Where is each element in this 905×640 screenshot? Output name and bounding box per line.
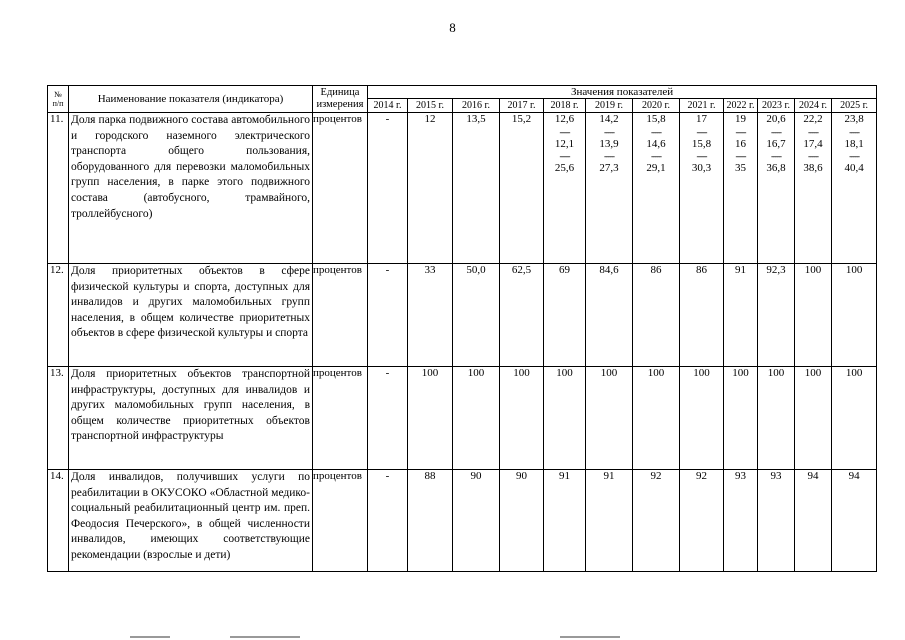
value: 100 [693,367,710,379]
value: 20,6 [766,113,786,125]
value: 100 [600,367,618,379]
value-separator: ----- [808,126,818,137]
value-cell [633,113,680,264]
value-cell [368,113,408,264]
table-row [48,113,877,264]
value: 86 [650,264,662,276]
header-year: 2023 г. [758,99,795,113]
value-cell [408,264,453,367]
value: 17 [696,113,707,125]
value-cell [453,264,500,367]
value: 88 [424,470,436,482]
value: 18,1 [844,137,864,150]
indicator-name: Доля парка подвижного состава автомобильного и городского наземного электрического транспорта общего пользования, оборудованного для перевозки маломобильных групп населения, в парке этого подвижного состава (автобусного, трамвайного, троллейбусного) [69,113,313,264]
row-number: 13. [48,367,69,470]
value-cell [795,367,832,470]
value: 17,4 [803,137,823,150]
row-number: 14. [48,470,69,572]
table-row [48,367,877,470]
header-name: Наименование показателя (индикатора) [69,86,313,113]
value: 92,3 [766,264,786,276]
value: 12,6 [554,113,575,125]
value: 93 [735,470,746,482]
value: 15,8 [646,113,666,125]
row-number: 11. [48,113,69,264]
value-separator: ----- [604,126,614,137]
value: 91 [559,470,570,482]
value: 100 [513,367,530,379]
header-year: 2015 г. [408,99,453,113]
value: 15,2 [511,113,532,125]
value-cell [408,470,453,572]
table-row [48,470,877,572]
value: 62,5 [511,264,532,276]
header-year: 2018 г. [544,99,586,113]
value-cell [544,470,586,572]
value-cell [500,113,544,264]
value-cell [758,113,795,264]
value: 100 [647,367,665,379]
value-cell [724,367,758,470]
value-cell [832,367,877,470]
unit-cell: процентов [313,113,368,264]
value: 23,8 [844,113,864,125]
value-cell [758,470,795,572]
value-cell [586,113,633,264]
value: 100 [467,367,485,379]
value-separator: ----- [604,151,614,161]
value: 100 [804,264,822,276]
value-separator: ----- [696,126,707,137]
value-separator: ----- [771,151,781,161]
value-cell [500,264,544,367]
value: 91 [603,470,615,482]
value-cell [544,264,586,367]
value-cell [680,113,724,264]
value-cell [680,367,724,470]
value-cell [633,367,680,470]
unit-cell: процентов [313,470,368,572]
value: 33 [424,264,436,276]
value-cell [795,470,832,572]
value-cell [795,113,832,264]
value-cell [633,470,680,572]
value-cell [586,470,633,572]
value-separator: ----- [696,151,707,161]
value: 27,3 [599,162,619,174]
page-number: 8 [449,20,456,35]
header-year: 2025 г. [832,99,877,113]
header-year: 2022 г. [724,99,758,113]
indicator-name: Доля приоритетных объектов транспортной инфраструктуры, доступных для инвалидов и других маломобильных групп населения, в общем количестве приоритетных объектов транспортной инфраструктуры [69,367,313,470]
value: 22,2 [803,113,823,125]
scan-artifact [130,636,170,638]
value: 50,0 [466,264,486,276]
value: 100 [804,367,822,379]
value-cell [724,113,758,264]
value-separator: ----- [849,151,860,161]
value: 16 [735,137,746,150]
header-num: № п/п [48,86,69,113]
value: 84,6 [599,264,619,276]
value: 91 [735,264,746,276]
value: 93 [770,470,782,482]
value-cell [680,264,724,367]
value-separator: ----- [651,151,661,161]
value-cell [408,367,453,470]
value: 90 [470,470,482,482]
value: 40,4 [844,162,864,174]
value: 86 [696,264,707,276]
value: - [385,470,390,482]
header-year: 2014 г. [368,99,408,113]
value-cell [724,264,758,367]
value-cell [544,367,586,470]
value: 30,3 [691,162,712,174]
value: 92 [696,470,707,482]
value: - [385,113,390,125]
row-number: 12. [48,264,69,367]
indicator-name: Доля приоритетных объектов в сфере физической культуры и спорта, доступных для инвалидов и других маломобильных групп населения, в общем количестве приоритетных объектов в сфере физической культуры и спорта [69,264,313,367]
value: 100 [421,367,439,379]
header-year: 2024 г. [795,99,832,113]
value: 12 [424,113,436,125]
unit-cell: процентов [313,367,368,470]
value-separator: ----- [808,151,818,161]
value: - [385,367,390,379]
header-values: Значения показателей [368,86,877,99]
header-unit: Единица измерения [313,86,368,113]
value: 94 [848,470,860,482]
value: 15,8 [691,137,712,150]
value-cell [758,367,795,470]
value: 13,9 [599,137,619,150]
value: 100 [556,367,573,379]
value: 100 [732,367,749,379]
value: 100 [845,264,863,276]
value: 92 [650,470,662,482]
value-cell [408,113,453,264]
value-cell [724,470,758,572]
value-separator: ----- [771,126,781,137]
header-year: 2017 г. [500,99,544,113]
value-cell [453,367,500,470]
unit-cell: процентов [313,264,368,367]
value: 25,6 [554,162,575,174]
value: 13,5 [466,113,486,125]
value-cell [368,470,408,572]
value: 90 [516,470,527,482]
value-separator: ----- [559,151,570,161]
value: 69 [559,264,570,276]
value-cell [453,113,500,264]
value: 100 [845,367,863,379]
header-year: 2021 г. [680,99,724,113]
value: - [385,264,390,276]
value: 12,1 [554,137,575,150]
value-cell [500,367,544,470]
value-cell [586,367,633,470]
value: 16,7 [766,137,786,150]
value: 100 [767,367,785,379]
table-row [48,264,877,367]
value-cell [586,264,633,367]
value: 14,6 [646,137,666,150]
value-cell [368,264,408,367]
value-separator: ----- [849,126,860,137]
value: 29,1 [646,162,666,174]
header-year: 2020 г. [633,99,680,113]
value: 19 [735,113,746,125]
value: 38,6 [803,162,823,174]
value-cell [453,470,500,572]
value-cell [832,264,877,367]
value-cell [832,113,877,264]
value-cell [680,470,724,572]
header-year: 2016 г. [453,99,500,113]
scan-artifact [560,636,620,638]
value-separator: ----- [735,126,746,137]
value-cell [832,470,877,572]
value-cell [500,470,544,572]
value-separator: ----- [735,151,746,161]
scan-artifact [230,636,300,638]
value: 36,8 [766,162,786,174]
value: 14,2 [599,113,619,125]
value: 94 [807,470,819,482]
value-cell [633,264,680,367]
value-cell [368,367,408,470]
indicator-name: Доля инвалидов, получивших услуги по реабилитации в ОКУСОКО «Областной медико-социальный реабилитационный центр им. преп. Феодосия Печерского», в общей численности инвалидов, имеющих соответствующие рекомендации (взрослые и дети) [69,470,313,572]
value-separator: ----- [559,126,570,137]
value: 35 [735,162,746,174]
indicators-table [47,85,877,572]
value-separator: ----- [651,126,661,137]
value-cell [795,264,832,367]
value-cell [758,264,795,367]
value-cell [544,113,586,264]
header-year: 2019 г. [586,99,633,113]
